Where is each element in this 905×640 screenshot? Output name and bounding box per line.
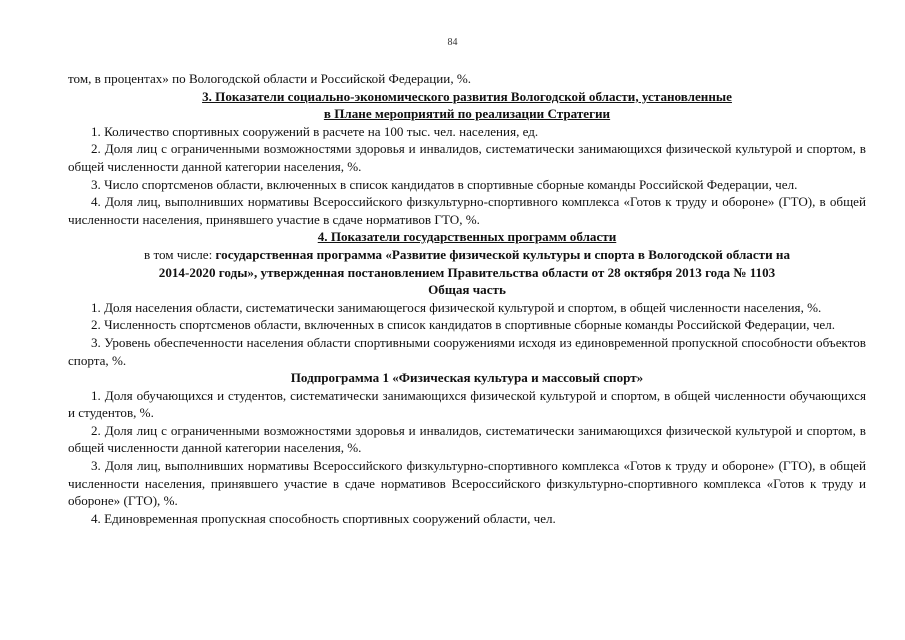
general-item-3: 3. Уровень обеспеченности населения области спортивными сооружениями исходя из единовременной пропускной способности объектов спорта, %. [68, 334, 866, 368]
general-item-2: 2. Численность спортсменов области, включенных в список кандидатов в спортивные сборные команды Российской Федерации, чел. [91, 317, 836, 333]
subprogram-item-1: 1. Доля обучающихся и студентов, систематически занимающихся физической культурой и спортом, в общей численности обучающихся и студентов, %. [68, 387, 866, 421]
program-title-line-2: 2014-2020 годы», утвержденная постановлением Правительства области от 28 октября 2013 года № 1103 [158, 264, 776, 280]
section-3-item-1: 1. Количество спортивных сооружений в расчете на 100 тыс. чел. населения, ед. [91, 123, 539, 139]
intro-line: том, в процентах» по Вологодской области и Российской Федерации, %. [68, 71, 472, 86]
general-item-1: 1. Доля населения области, систематически занимающегося физической культурой и спортом, в общей численности населения, %. [91, 299, 822, 315]
section-3-item-4: 4. Доля лиц, выполнивших нормативы Всероссийского физкультурно-спортивного комплекса «Готов к труду и обороне» (ГТО), в общей численности населения, принявшего участие в сдаче нормативов ГТО, %. [68, 194, 866, 227]
section-3-heading-line-1: 3. Показатели социально-экономического развития Вологодской области, установленные [202, 88, 732, 104]
section-3-item-2: 2. Доля лиц с ограниченными возможностями здоровья и инвалидов, систематически занимающихся физической культурой и спортом, в общей численности данной категории населения, %. [68, 141, 866, 174]
document-body [68, 70, 866, 527]
subprogram-1-heading: Подпрограмма 1 «Физическая культура и массовый спорт» [290, 370, 644, 386]
subprogram-item-4: 4. Единовременная пропускная способность спортивных сооружений области, чел. [91, 510, 556, 526]
section-4-heading: 4. Показатели государственных программ области [317, 229, 617, 245]
subprogram-item-2: 2. Доля лиц с ограниченными возможностями здоровья и инвалидов, систематически занимающихся физической культурой и спортом, в общей численности данной категории населения, %. [68, 422, 866, 456]
page-number: 84 [447, 37, 458, 48]
general-part-heading: Общая часть [428, 282, 506, 298]
subprogram-item-3: 3. Доля лиц, выполнивших нормативы Всероссийского физкультурно-спортивного комплекса «Готов к труду и обороне» (ГТО), в общей численности населения, принявшего участие в сдаче нормативов Всероссийского физкультурно-спортивного комплекса «Готов к труду и обороне» (ГТО), %. [68, 458, 866, 509]
section-3-heading-line-2: в Плане мероприятий по реализации Стратегии [323, 106, 611, 122]
section-3-item-3: 3. Число спортсменов области, включенных в список кандидатов в спортивные сборные команды Российской Федерации, чел. [91, 176, 798, 192]
program-prefix: в том числе: [144, 246, 213, 262]
program-name-part-1: государственная программа «Развитие физической культуры и спорта в Вологодской области на [215, 246, 790, 262]
program-title-line-1 [68, 246, 866, 264]
